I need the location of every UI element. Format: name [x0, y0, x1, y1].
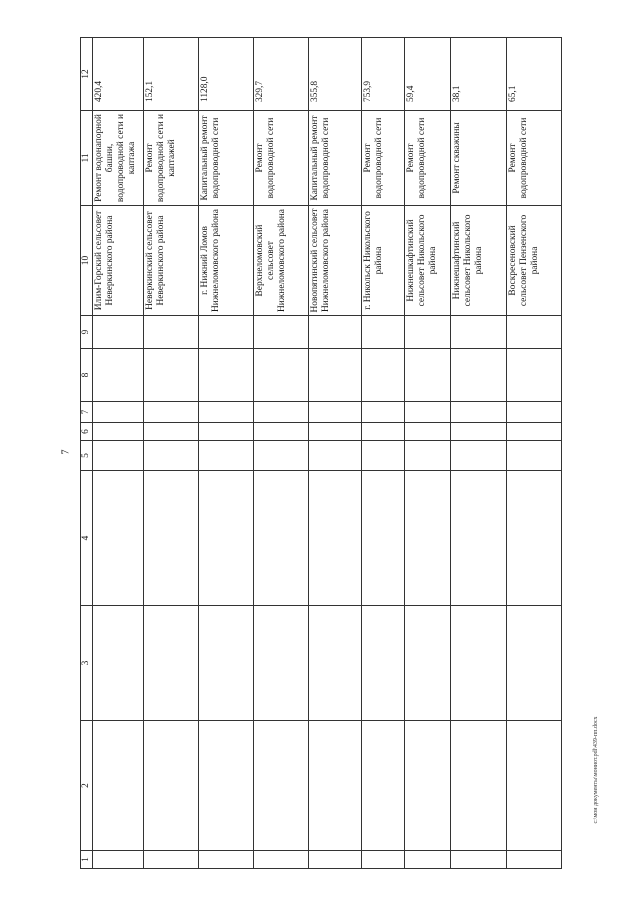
table-cell [362, 349, 405, 402]
table-cell [405, 441, 451, 471]
table-cell [254, 471, 309, 606]
amount-cell: 38,1 [451, 38, 507, 111]
table-cell [405, 349, 451, 402]
column-header: 12 [81, 38, 93, 111]
table-cell [199, 606, 254, 721]
table-cell [507, 349, 562, 402]
table-cell [362, 851, 405, 869]
table-cell [199, 423, 254, 441]
table-row [93, 38, 144, 869]
table-row [254, 38, 309, 869]
table-row [362, 38, 405, 869]
table-cell [93, 316, 144, 349]
table-cell [405, 721, 451, 851]
table-cell [507, 441, 562, 471]
amount-cell: 59,4 [405, 38, 451, 111]
table-cell [507, 423, 562, 441]
location-cell: Верхнеломовский сельсовет Нижнеломовского района [254, 206, 309, 316]
location-cell: Новопятинский сельсовет Нижнеломовского района [309, 206, 362, 316]
table-cell [144, 349, 199, 402]
table-cell [254, 402, 309, 423]
column-header: 7 [81, 402, 93, 423]
table-cell [362, 721, 405, 851]
location-cell: Неверкинский сельсовет Неверкинского района [144, 206, 199, 316]
table-cell [309, 721, 362, 851]
work-cell: Ремонт водопроводной сети [507, 111, 562, 206]
table-cell [451, 606, 507, 721]
table-row [199, 38, 254, 869]
work-cell: Ремонт водопроводной сети и каптажей [144, 111, 199, 206]
table-cell [405, 316, 451, 349]
table-cell [199, 349, 254, 402]
table-cell [254, 349, 309, 402]
table-cell [451, 349, 507, 402]
table-cell [199, 721, 254, 851]
work-cell: Ремонт водопроводной сети [405, 111, 451, 206]
table-cell [451, 316, 507, 349]
table-cell [309, 471, 362, 606]
table-cell [309, 441, 362, 471]
table-row [451, 38, 507, 869]
table-cell [93, 721, 144, 851]
table-cell [405, 471, 451, 606]
table-cell [309, 423, 362, 441]
location-cell: Илим-Горский сельсовет Неверкинского района [93, 206, 144, 316]
table-cell [451, 423, 507, 441]
header-row [81, 38, 93, 869]
table-cell [405, 851, 451, 869]
column-header: 1 [81, 851, 93, 869]
table-cell [309, 606, 362, 721]
table-cell [254, 316, 309, 349]
table-row [405, 38, 451, 869]
table-cell [199, 402, 254, 423]
amount-cell: 355,8 [309, 38, 362, 111]
amount-cell: 329,7 [254, 38, 309, 111]
table-cell [254, 851, 309, 869]
table-cell [93, 606, 144, 721]
location-cell: г. Нижний Ломов Нижнеломовского района [199, 206, 254, 316]
table-cell [144, 721, 199, 851]
column-header: 11 [81, 111, 93, 206]
column-header: 2 [81, 721, 93, 851]
table-cell [309, 349, 362, 402]
table-cell [254, 441, 309, 471]
file-path-footer: c:\мои документы\мониот.pdl\439-пп.docx [593, 716, 599, 824]
table-cell [362, 441, 405, 471]
amount-cell: 65,1 [507, 38, 562, 111]
table-cell [254, 606, 309, 721]
table-cell [199, 316, 254, 349]
table-cell [199, 441, 254, 471]
table-cell [309, 851, 362, 869]
table-cell [254, 423, 309, 441]
table-cell [144, 423, 199, 441]
table-row [144, 38, 199, 869]
table-cell [93, 441, 144, 471]
table-cell [362, 606, 405, 721]
table-cell [254, 721, 309, 851]
rotated-table-container [80, 38, 581, 869]
column-header: 9 [81, 316, 93, 349]
page-number: 7 [60, 449, 72, 455]
table-cell [507, 316, 562, 349]
column-header: 5 [81, 441, 93, 471]
work-cell: Капитальный ремонт водопроводной сети [199, 111, 254, 206]
amount-cell: 753,9 [362, 38, 405, 111]
table-cell [362, 471, 405, 606]
column-header: 3 [81, 606, 93, 721]
table-cell [93, 851, 144, 869]
table-cell [144, 851, 199, 869]
table-cell [507, 851, 562, 869]
table-cell [362, 316, 405, 349]
table-cell [507, 606, 562, 721]
table-cell [405, 402, 451, 423]
table-cell [93, 402, 144, 423]
table-cell [144, 606, 199, 721]
table-cell [451, 721, 507, 851]
table-cell [93, 471, 144, 606]
table-cell [507, 402, 562, 423]
work-cell: Капитальный ремонт водопроводной сети [309, 111, 362, 206]
work-cell: Ремонт водопроводной сети [254, 111, 309, 206]
amount-cell: 420,4 [93, 38, 144, 111]
amount-cell: 1128,0 [199, 38, 254, 111]
location-cell: Нижнешкафтинский сельсовет Никольского района [405, 206, 451, 316]
table-cell [144, 441, 199, 471]
table-row [309, 38, 362, 869]
table-cell [93, 423, 144, 441]
table-row [507, 38, 562, 869]
table-cell [405, 423, 451, 441]
table-cell [144, 316, 199, 349]
location-cell: г. Никольск Никольского района [362, 206, 405, 316]
work-cell: Ремонт водонапорной башни, водопроводной сети и каптажа [93, 111, 144, 206]
table-cell [405, 606, 451, 721]
location-cell: Воскресеновский сельсовет Пензенского района [507, 206, 562, 316]
table-cell [144, 402, 199, 423]
amount-cell: 152,1 [144, 38, 199, 111]
table-cell [199, 851, 254, 869]
table-cell [309, 316, 362, 349]
table-cell [507, 471, 562, 606]
table-cell [144, 471, 199, 606]
table-cell [199, 471, 254, 606]
table-cell [451, 851, 507, 869]
location-cell: Нижнешафтинский сельсовет Никольского района [451, 206, 507, 316]
table-cell [507, 721, 562, 851]
table-cell [93, 349, 144, 402]
table-cell [362, 402, 405, 423]
column-header: 4 [81, 471, 93, 606]
work-cell: Ремонт водопроводной сети [362, 111, 405, 206]
column-header: 10 [81, 206, 93, 316]
table-cell [451, 471, 507, 606]
table-cell [451, 402, 507, 423]
data-table [80, 37, 562, 869]
work-cell: Ремонт скважины [451, 111, 507, 206]
table-cell [362, 423, 405, 441]
column-header: 8 [81, 349, 93, 402]
table-cell [309, 402, 362, 423]
table-cell [451, 441, 507, 471]
column-header: 6 [81, 423, 93, 441]
